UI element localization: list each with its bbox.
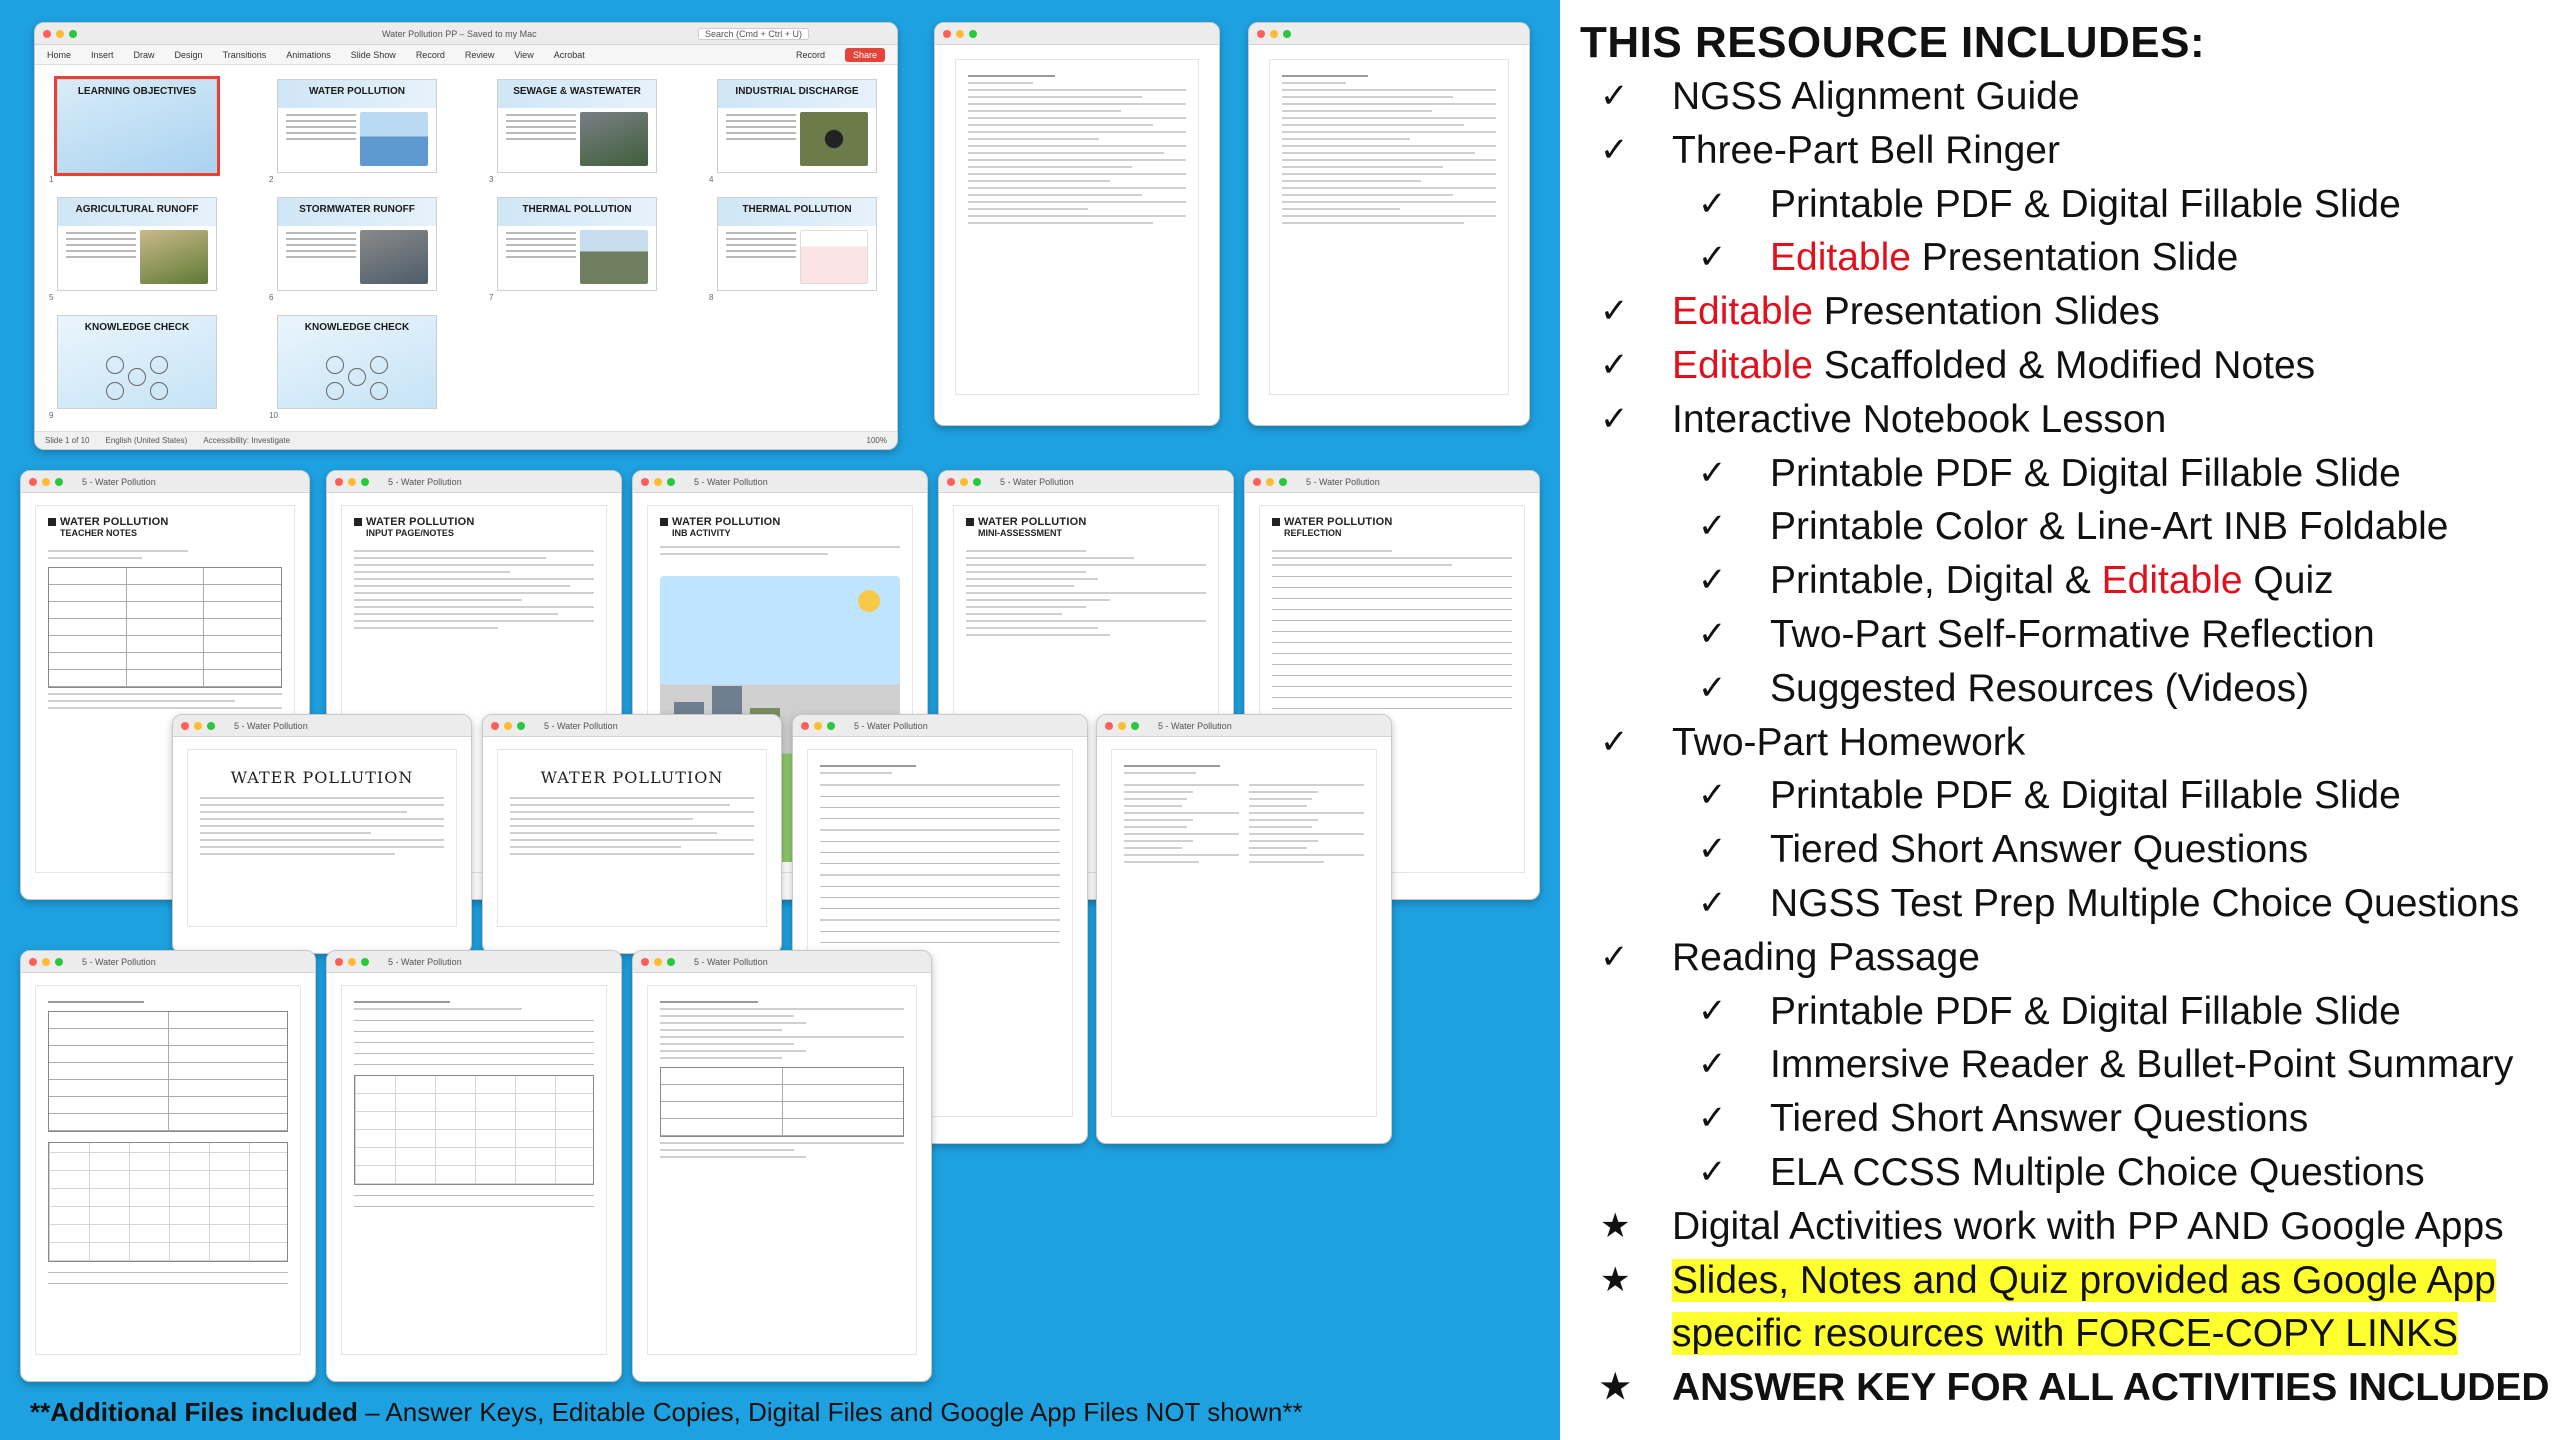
share-button[interactable]: Share [845,48,885,62]
slide-number: 8 [709,293,714,302]
slide-title: LEARNING OBJECTIVES [77,86,197,97]
tab-draw[interactable]: Draw [133,49,155,60]
checkmark-icon: ✓ [1698,507,1727,546]
slide-thumbnail-6[interactable] [277,197,437,291]
doc-title: WATER POLLUTION [672,516,781,528]
minimize-window-icon[interactable] [56,30,64,38]
slide-number: 9 [49,411,54,420]
checkmark-icon: ✓ [1600,345,1629,384]
tab-slide-show[interactable]: Slide Show [350,49,396,60]
slide-title: AGRICULTURAL RUNOFF [75,204,199,215]
ppt-search-box[interactable]: Search (Cmd + Ctrl + U) [698,28,809,40]
doc-title: WATER POLLUTION [978,516,1087,528]
slide-number: 5 [49,293,54,302]
zoom-level[interactable]: 100% [866,436,887,445]
slide-number: 2 [269,175,274,184]
list-item: ✓ Printable PDF & Digital Fillable Slide [1580,447,2540,501]
accessibility-status[interactable]: Accessibility: Investigate [203,436,291,445]
list-item: ✓ Tiered Short Answer Questions [1580,823,2540,877]
doc-subtitle: INB ACTIVITY [672,528,731,539]
pdf-window-reading-passage: 5 - Water Pollution WATER POLLUTION [172,714,472,954]
list-item: ✓ Immersive Reader & Bullet-Point Summary [1580,1038,2540,1092]
slide-title: KNOWLEDGE CHECK [84,322,190,333]
checkmark-icon: ✓ [1698,668,1727,707]
star-icon: ★ [1600,1206,1631,1245]
slide-title: SEWAGE & WASTEWATER [513,86,641,97]
list-item: ✓ Printable Color & Line-Art INB Foldable [1580,500,2540,554]
checkmark-icon: ✓ [1698,238,1727,277]
slide-thumbnail-7[interactable] [497,197,657,291]
list-item: ✓ Suggested Resources (Videos) [1580,662,2540,716]
tab-record[interactable]: Record [415,49,445,60]
slide-thumbnail-2[interactable] [277,79,437,173]
word-document-window [1248,22,1530,426]
list-item: ✓ Printable PDF & Digital Fillable Slide [1580,769,2540,823]
tab-review[interactable]: Review [464,49,495,60]
resource-includes-panel [1560,0,2560,1440]
ppt-titlebar [35,23,897,45]
slide-thumbnail-5[interactable] [57,197,217,291]
word-document-window [934,22,1220,426]
list-item: ✓ NGSS Alignment Guide [1580,70,2540,124]
slide-number: 1 [49,175,54,184]
doc-subtitle: REFLECTION [1284,528,1342,539]
language-status: English (United States) [105,436,188,445]
tab-acrobat[interactable]: Acrobat [553,49,585,60]
panel-heading: THIS RESOURCE INCLUDES: [1580,18,2206,67]
slide-thumbnail-1[interactable] [57,79,217,173]
list-item: ✓ Three-Part Bell Ringer [1580,124,2540,178]
checkmark-icon: ✓ [1600,937,1629,976]
tab-design[interactable]: Design [174,49,203,60]
list-item: ✓ Editable Presentation Slide [1580,231,2540,285]
checkmark-icon: ✓ [1698,1152,1727,1191]
star-icon: ★ [1600,1260,1631,1299]
document-page [1269,59,1509,395]
pdf-window-input-notes: 5 - Water Pollution WATER POLLUTION INPUT PAGE/NOTES [326,470,622,900]
pdf-window-reflection: 5 - Water Pollution WATER POLLUTION REFLECTION [1244,470,1540,900]
list-item: ✓ Tiered Short Answer Questions [1580,1092,2540,1146]
close-window-icon[interactable] [43,30,51,38]
list-item: ★ Digital Activities work with PP AND Google Apps [1580,1200,2540,1254]
list-item: ✓ NGSS Test Prep Multiple Choice Questions [1580,877,2540,931]
ppt-window-title: Water Pollution PP – Saved to my Mac [382,28,537,39]
tab-view[interactable]: View [514,49,534,60]
slide-title: THERMAL POLLUTION [522,204,632,215]
slide-thumbnail-3[interactable] [497,79,657,173]
slide-title: STORMWATER RUNOFF [299,204,415,215]
checkmark-icon: ✓ [1698,453,1727,492]
slide-number: 6 [269,293,274,302]
doc-subtitle: TEACHER NOTES [60,528,138,539]
checkmark-icon: ✓ [1698,184,1727,223]
pdf-window-test-prep: 5 - Water Pollution [632,950,932,1382]
checkmark-icon: ✓ [1698,1099,1727,1138]
checkmark-icon: ✓ [1698,830,1727,869]
list-item-answer-key: ★ ANSWER KEY FOR ALL ACTIVITIES INCLUDED [1580,1361,2540,1415]
doc-subtitle: MINI-ASSESSMENT [978,528,1063,539]
pdf-window-mini-assessment: 5 - Water Pollution WATER POLLUTION MINI-ASSESSMENT [938,470,1234,900]
slide-title: INDUSTRIAL DISCHARGE [735,86,859,97]
slide-number: 7 [489,293,494,302]
slide-title: THERMAL POLLUTION [742,204,852,215]
ppt-ribbon-tabs [35,45,897,65]
checkmark-icon: ✓ [1698,561,1727,600]
pdf-window-inb-activity: 5 - Water Pollution WATER POLLUTION INB ACTIVITY [632,470,928,900]
slide-title: WATER POLLUTION [309,86,405,97]
list-item: ✓ Two-Part Homework [1580,716,2540,770]
checkmark-icon: ✓ [1600,130,1629,169]
slide-title: KNOWLEDGE CHECK [304,322,410,333]
record-button[interactable]: Record [795,49,825,60]
tab-animations[interactable]: Animations [286,49,331,60]
star-icon: ★ [1600,1368,1631,1407]
checkmark-icon: ✓ [1600,292,1629,331]
doc-title: WATER POLLUTION [60,516,169,528]
pdf-window-immersive-reader: 5 - Water Pollution WATER POLLUTION [482,714,782,954]
checkmark-icon: ✓ [1698,883,1727,922]
slide-thumbnail-8[interactable] [717,197,877,291]
slide-sorter [45,73,887,427]
doc-subtitle: INPUT PAGE/NOTES [366,528,454,539]
checkmark-icon: ✓ [1698,776,1727,815]
list-item-highlight: ★ Slides, Notes and Quiz provided as Google App [1580,1254,2540,1308]
slide-count-status: Slide 1 of 10 [45,436,90,445]
slide-number: 3 [489,175,494,184]
reading-title: WATER POLLUTION [540,768,724,787]
list-item: ✓ Interactive Notebook Lesson [1580,393,2540,447]
slide-thumbnail-10[interactable] [277,315,437,409]
pdf-window-short-answer: 5 - Water Pollution [792,714,1088,1144]
list-item: ✓ Editable Scaffolded & Modified Notes [1580,339,2540,393]
powerpoint-window [34,22,898,450]
list-item: ✓ Printable, Digital & Editable Quiz [1580,554,2540,608]
document-page [955,59,1199,395]
list-item: ✓ Reading Passage [1580,931,2540,985]
checkmark-icon: ✓ [1698,1045,1727,1084]
slide-number: 4 [709,175,714,184]
checkmark-icon: ✓ [1698,991,1727,1030]
checkmark-icon: ✓ [1600,77,1629,115]
doc-title: WATER POLLUTION [366,516,475,528]
list-item: ✓ Printable PDF & Digital Fillable Slide [1580,178,2540,232]
list-item: ✓ Editable Presentation Slides [1580,285,2540,339]
additional-files-footnote: **Additional Files included – Answer Keys, Editable Copies, Digital Files and Google App Files NOT shown** [30,1397,1303,1427]
tab-home[interactable]: Home [47,49,72,60]
checkmark-icon: ✓ [1698,614,1727,653]
list-item: ✓ Printable PDF & Digital Fillable Slide [1580,985,2540,1039]
pdf-window-teacher-notes: 5 - Water Pollution WATER POLLUTION TEACHER NOTES [20,470,310,900]
doc-title: WATER POLLUTION [1284,516,1393,528]
list-item-highlight-cont: specific resources with FORCE-COPY LINKS [1672,1312,2458,1356]
tab-insert[interactable]: Insert [91,49,114,60]
slide-number: 10 [269,411,278,420]
checkmark-icon: ✓ [1600,399,1629,438]
zoom-window-icon[interactable] [69,30,77,38]
ppt-status-bar [35,431,897,449]
slide-thumbnail-4[interactable] [717,79,877,173]
checkmark-icon: ✓ [1600,722,1629,761]
resource-list [1580,70,2540,1254]
slide-thumbnail-9[interactable] [57,315,217,409]
list-item: ✓ ELA CCSS Multiple Choice Questions [1580,1146,2540,1200]
reading-title: WATER POLLUTION [230,768,414,787]
pdf-window-homework-part-b: 5 - Water Pollution [326,950,622,1382]
list-item: ✓ Two-Part Self-Formative Reflection [1580,608,2540,662]
tab-transitions[interactable]: Transitions [222,49,267,60]
pdf-window-homework-part-a: 5 - Water Pollution [20,950,316,1382]
pdf-window-multiple-choice: 5 - Water Pollution [1096,714,1392,1144]
